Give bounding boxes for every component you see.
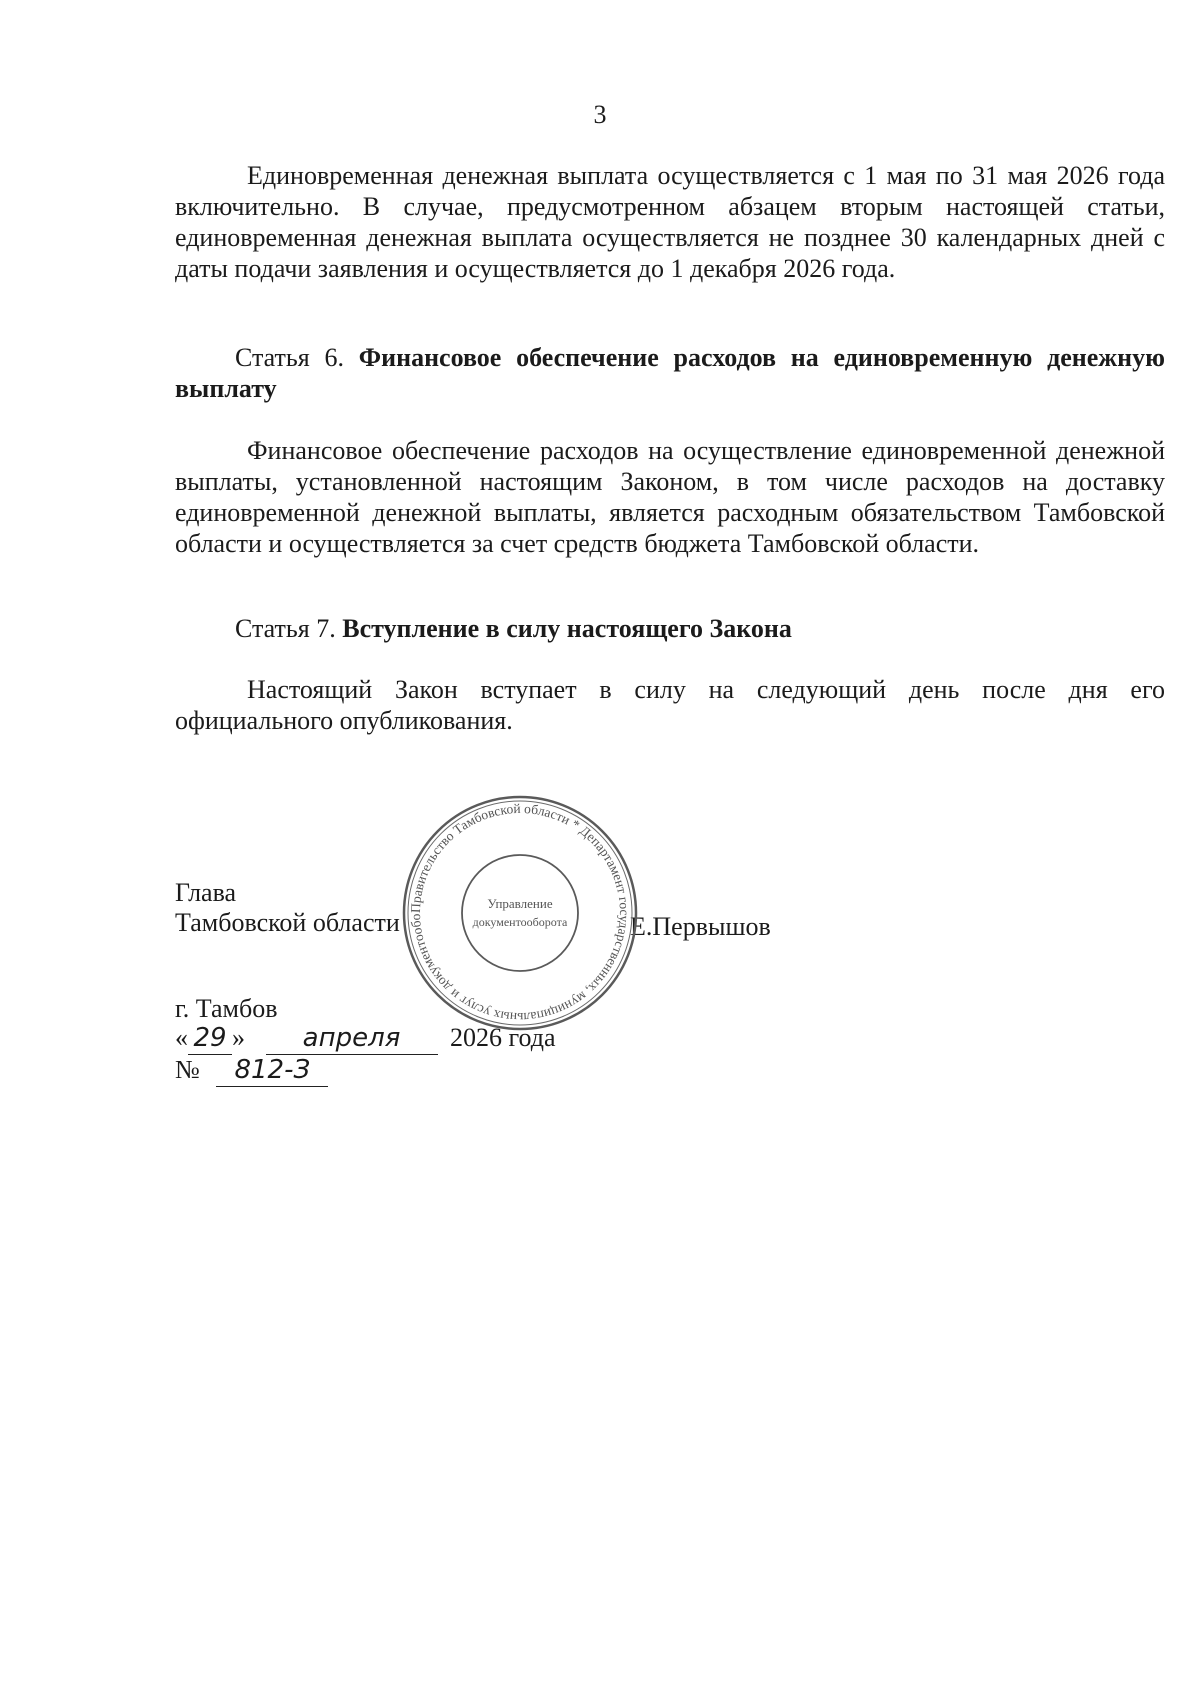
signature-title-line2: Тамбовской области — [175, 908, 400, 937]
seal-graphic — [400, 793, 640, 1033]
article-7 — [175, 613, 1165, 644]
date-open-quote: « — [175, 1023, 188, 1052]
seal-inner-ring — [462, 855, 578, 971]
article-6-text: Финансовое обеспечение расходов на осуществление единовременной денежной выплаты, установленной настоящим Законом, в том числе расходов на доставку единовременной денежной выплаты, является расходным обязательством Тамбовской области и осуществляется за счет средств бюджета Тамбовской области. — [175, 436, 1165, 558]
article-6-title: Финансовое обеспечение расходов на единовременную денежную выплату — [175, 343, 1165, 403]
article-7-prefix: Статья 7. — [235, 614, 343, 643]
date-line — [175, 1022, 556, 1055]
article-6-prefix: Статья 6. — [235, 343, 359, 372]
number-label: № — [175, 1055, 200, 1084]
number-line — [175, 1054, 328, 1087]
date-day: 29 — [188, 1023, 232, 1055]
seal-outer-ring — [404, 797, 636, 1029]
article-7-text: Настоящий Закон вступает в силу на следующий день после дня его официального опубликования. — [175, 675, 1165, 735]
official-seal — [400, 793, 640, 1033]
article-7-heading — [175, 613, 1165, 644]
date-year: 2026 года — [450, 1023, 556, 1052]
seal-center-line2: документооборота — [472, 915, 568, 929]
page-number: 3 — [593, 100, 607, 129]
article-6 — [175, 342, 1165, 404]
article-6-heading — [175, 342, 1165, 404]
paragraph-text: Единовременная денежная выплата осуществляется с 1 мая по 31 мая 2026 года включительно. В случае, предусмотренном абзацем вторым настоящей статьи, единовременная денежная выплата осуществляется не позднее 30 календарных дней с даты подачи заявления и осуществляется до 1 декабря 2026 года. — [175, 161, 1165, 283]
place: г. Тамбов — [175, 994, 278, 1023]
article-7-title: Вступление в силу настоящего Закона — [342, 614, 792, 643]
paragraph-payment-period — [175, 160, 1165, 284]
number-value: 812-З — [216, 1055, 328, 1087]
seal-outer-text: Правительство Тамбовской области * Департамент государственных, муниципальных услуг и документообо — [407, 800, 633, 1026]
seal-center-line1: Управление — [487, 896, 553, 911]
date-close-quote: » — [232, 1023, 245, 1052]
article-7-body — [175, 674, 1165, 736]
signature-title-line1: Глава — [175, 878, 237, 907]
signatory-name: Е.Первышов — [630, 912, 771, 941]
date-month: апреля — [266, 1023, 438, 1055]
article-6-body — [175, 435, 1165, 559]
